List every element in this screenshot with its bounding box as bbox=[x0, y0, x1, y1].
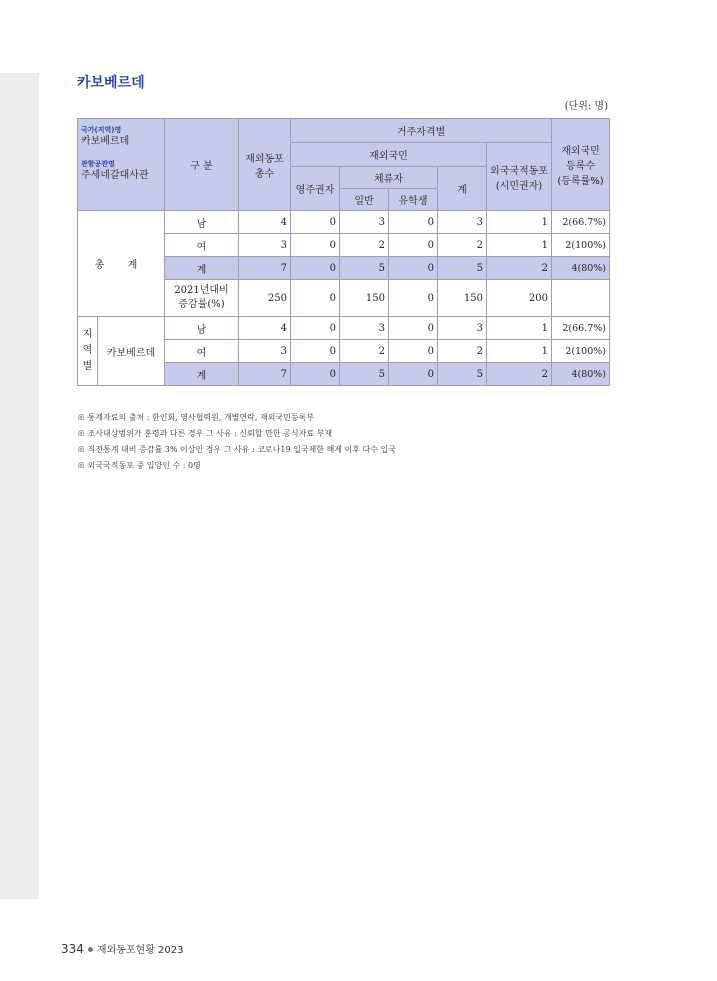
cell-permanent: 0 bbox=[291, 257, 340, 280]
table-row bbox=[78, 211, 610, 234]
table-row bbox=[78, 317, 610, 340]
row-label: 여 bbox=[165, 340, 239, 363]
cell-permanent: 0 bbox=[291, 234, 340, 257]
header-student: 유학생 bbox=[389, 189, 438, 211]
cell-general: 3 bbox=[340, 317, 389, 340]
cell-subtotal: 2 bbox=[438, 234, 487, 257]
cell-subtotal: 2 bbox=[438, 340, 487, 363]
region-char: 별 bbox=[82, 361, 93, 372]
cell-permanent: 0 bbox=[291, 211, 340, 234]
header-total-line1: 재외동포 bbox=[245, 153, 284, 165]
cell-subtotal: 5 bbox=[438, 257, 487, 280]
header-subtotal: 계 bbox=[438, 167, 487, 211]
cell-subtotal: 150 bbox=[438, 280, 487, 317]
header-foreign-national bbox=[487, 143, 552, 211]
notes-list bbox=[77, 410, 396, 474]
cell-student: 0 bbox=[389, 340, 438, 363]
row-label: 계 bbox=[165, 257, 239, 280]
cell-total: 7 bbox=[239, 363, 291, 386]
header-general: 일반 bbox=[340, 189, 389, 211]
cell-general: 2 bbox=[340, 234, 389, 257]
cell-total: 3 bbox=[239, 340, 291, 363]
cell-total: 4 bbox=[239, 317, 291, 340]
note-item: ※ 조사대상범위가 훈령과 다른 경우 그 사유 : 신뢰할 만한 공식자료 부재 bbox=[77, 429, 333, 438]
header-korean-national: 재외국민 bbox=[291, 143, 487, 167]
cell-foreign: 2 bbox=[487, 257, 552, 280]
publication-title: 재외동포현황 2023 bbox=[96, 945, 184, 956]
mission-name: 주세네갈대사관 bbox=[81, 170, 149, 181]
change-row-label bbox=[165, 280, 239, 317]
cell-registered: 2(100%) bbox=[552, 340, 610, 363]
cell-student: 0 bbox=[389, 317, 438, 340]
table-corner-cell bbox=[78, 119, 165, 211]
cell-total: 250 bbox=[239, 280, 291, 317]
header-sojourn: 체류자 bbox=[340, 167, 438, 189]
row-label: 여 bbox=[165, 234, 239, 257]
cell-general: 5 bbox=[340, 257, 389, 280]
header-reg-line1: 재외국민 bbox=[561, 146, 600, 157]
cell-foreign: 1 bbox=[487, 317, 552, 340]
unit-label: (단위: 명) bbox=[564, 101, 608, 112]
cell-student: 0 bbox=[389, 280, 438, 317]
header-reg-line2: 등록수 bbox=[566, 161, 595, 172]
header-registration bbox=[552, 119, 610, 211]
left-margin-strip bbox=[0, 73, 39, 899]
region-group-label bbox=[78, 317, 98, 386]
row-label: 남 bbox=[165, 317, 239, 340]
cell-foreign: 2 bbox=[487, 363, 552, 386]
cell-total: 3 bbox=[239, 234, 291, 257]
cell-general: 5 bbox=[340, 363, 389, 386]
note-item: ※ 통계자료의 출처 : 한인회, 영사협력원, 개별연락, 재외국민등록부 bbox=[77, 413, 315, 422]
row-label: 남 bbox=[165, 211, 239, 234]
population-table bbox=[77, 118, 610, 386]
change-label-line2: 증감률(%) bbox=[178, 299, 225, 310]
note-item: ※ 외국국적동포 중 입양인 수 : 0명 bbox=[77, 461, 201, 470]
page-title: 카보베르데 bbox=[77, 75, 145, 91]
cell-registered: 4(80%) bbox=[552, 363, 610, 386]
region-char: 지 bbox=[82, 329, 93, 340]
cell-subtotal: 3 bbox=[438, 317, 487, 340]
cell-student: 0 bbox=[389, 211, 438, 234]
cell-general: 2 bbox=[340, 340, 389, 363]
cell-subtotal: 5 bbox=[438, 363, 487, 386]
country-tag: 국가(지역)명 bbox=[81, 126, 122, 134]
header-permanent: 영주권자 bbox=[291, 167, 340, 211]
cell-registered: 2(100%) bbox=[552, 234, 610, 257]
cell-student: 0 bbox=[389, 257, 438, 280]
total-group-label: 총 계 bbox=[78, 211, 165, 317]
country-name: 카보베르데 bbox=[81, 136, 130, 147]
cell-permanent: 0 bbox=[291, 363, 340, 386]
cell-subtotal: 3 bbox=[438, 211, 487, 234]
cell-general: 3 bbox=[340, 211, 389, 234]
page-footer bbox=[61, 941, 184, 956]
cell-registered: 4(80%) bbox=[552, 257, 610, 280]
cell-foreign: 1 bbox=[487, 234, 552, 257]
header-total-line2: 총수 bbox=[254, 168, 275, 180]
header-foreign-line2: (시민권자) bbox=[495, 180, 543, 192]
region-char: 역 bbox=[82, 345, 93, 356]
note-item: ※ 직전통계 대비 증감률 3% 이상인 경우 그 사유 : 코로나19 입국제한 해제 이후 다수 입국 bbox=[77, 445, 397, 454]
cell-permanent: 0 bbox=[291, 317, 340, 340]
cell-foreign: 1 bbox=[487, 340, 552, 363]
cell-registered: 2(66.7%) bbox=[552, 211, 610, 234]
cell-registered bbox=[552, 280, 610, 317]
header-reg-line3: (등록률%) bbox=[557, 176, 604, 187]
cell-general: 150 bbox=[340, 280, 389, 317]
region-name: 카보베르데 bbox=[98, 317, 165, 386]
bullet-dot-icon bbox=[88, 947, 93, 952]
header-residence: 거주자격별 bbox=[291, 119, 552, 143]
cell-total: 7 bbox=[239, 257, 291, 280]
cell-foreign: 200 bbox=[487, 280, 552, 317]
cell-permanent: 0 bbox=[291, 280, 340, 317]
cell-student: 0 bbox=[389, 234, 438, 257]
change-label-line1: 2021년대비 bbox=[174, 285, 229, 296]
cell-foreign: 1 bbox=[487, 211, 552, 234]
cell-registered: 2(66.7%) bbox=[552, 317, 610, 340]
row-label: 계 bbox=[165, 363, 239, 386]
mission-tag: 관할공관명 bbox=[81, 160, 115, 168]
cell-permanent: 0 bbox=[291, 340, 340, 363]
page-number: 334 bbox=[61, 942, 84, 956]
cell-student: 0 bbox=[389, 363, 438, 386]
header-foreign-line1: 외국국적동포 bbox=[490, 165, 548, 177]
header-gubun: 구 분 bbox=[165, 119, 239, 211]
cell-total: 4 bbox=[239, 211, 291, 234]
header-total-overseas bbox=[239, 119, 291, 211]
